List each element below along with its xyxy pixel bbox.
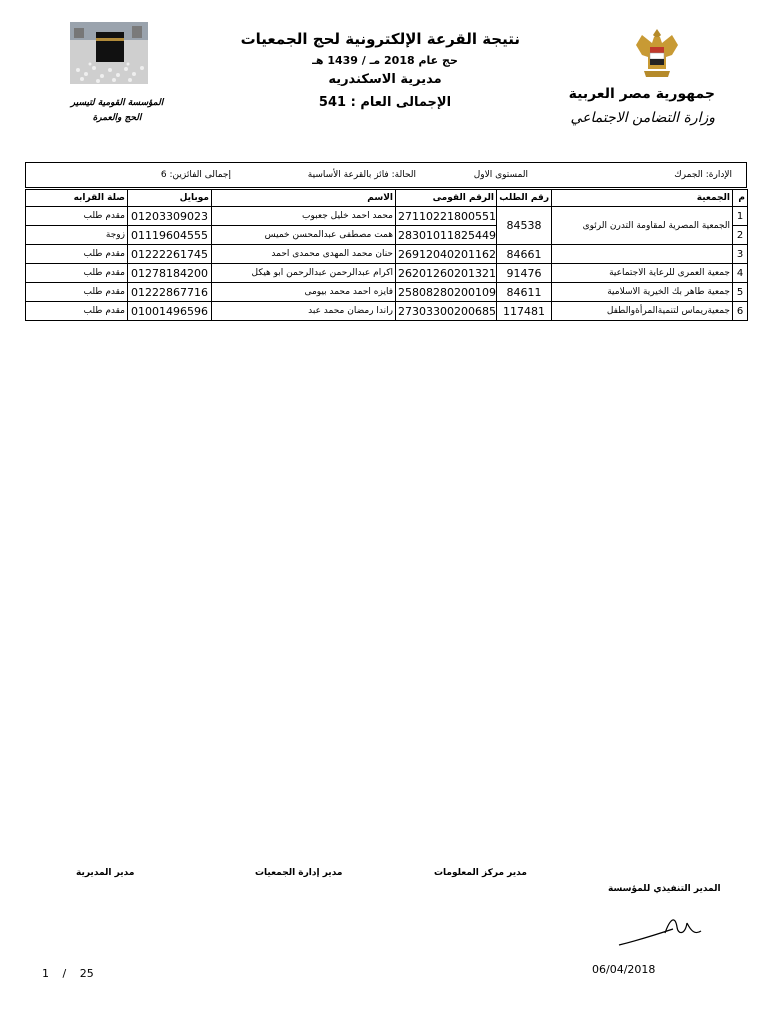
ministry-title: وزارة التضامن الاجتماعي: [570, 110, 715, 126]
page-separator: /: [62, 967, 67, 980]
cell-request-no: 84538: [497, 207, 552, 245]
cell-name: همت مصطفى عبدالمحسن خميس: [212, 226, 396, 245]
col-m: م: [733, 190, 748, 207]
sig-exec: المدير التنفيذي للمؤسسة: [608, 884, 721, 894]
table-row: [26, 207, 748, 226]
col-mobile: موبايل: [128, 190, 212, 207]
cell-national-id: 25808280200109: [396, 283, 497, 302]
cell-national-id: 26912040201162: [396, 245, 497, 264]
table-header-row: [26, 190, 748, 207]
cell-relation: مقدم طلب: [26, 302, 128, 321]
cell-mobile: 01119604555: [128, 226, 212, 245]
page-indicator: [42, 967, 94, 980]
sig-directorate: مدير المديرية: [76, 868, 135, 878]
cell-m: 4: [733, 264, 748, 283]
admin-label: الإدارة: الجمرك: [674, 170, 732, 180]
table-row: [26, 302, 748, 321]
cell-name: راندا رمضان محمد عبد: [212, 302, 396, 321]
cell-request-no: 117481: [497, 302, 552, 321]
cell-relation: مقدم طلب: [26, 264, 128, 283]
cell-m: 2: [733, 226, 748, 245]
cell-national-id: 26201260201321: [396, 264, 497, 283]
report-date: 06/04/2018: [592, 963, 656, 976]
col-relation: صلة القرابه: [26, 190, 128, 207]
cell-relation: زوجة: [26, 226, 128, 245]
level-label: المستوى الاول: [473, 170, 528, 180]
col-national-id: الرقم القومى: [396, 190, 497, 207]
cell-relation: مقدم طلب: [26, 245, 128, 264]
cell-association: [552, 245, 733, 264]
cell-m: 6: [733, 302, 748, 321]
status-label: الحالة: فائز بالقرعة الأساسية: [307, 170, 416, 180]
cell-mobile: 01222867716: [128, 283, 212, 302]
cell-name: فايزه احمد محمد بيومى: [212, 283, 396, 302]
cell-national-id: 28301011825449: [396, 226, 497, 245]
total-winners-label: إجمالى الفائزين: 6: [160, 170, 231, 180]
cell-relation: مقدم طلب: [26, 283, 128, 302]
cell-m: 5: [733, 283, 748, 302]
col-request-no: رقم الطلب: [497, 190, 552, 207]
republic-title: جمهورية مصر العربية: [568, 86, 715, 102]
table-row: [26, 264, 748, 283]
cell-association: الجمعية المصرية لمقاومة التدرن الرئوى: [552, 207, 733, 245]
table-row: [26, 283, 748, 302]
kaaba-image: [70, 22, 148, 84]
cell-association: جمعيةريماس لتنميةالمرأةوالطفل: [552, 302, 733, 321]
sig-associations: مدير إدارة الجمعيات: [255, 868, 343, 878]
results-table: [25, 189, 748, 321]
total-line: الإجمالى العام : 541: [318, 95, 452, 110]
table-row: [26, 245, 748, 264]
cell-national-id: 27303300200685: [396, 302, 497, 321]
cell-request-no: 91476: [497, 264, 552, 283]
foundation-caption: المؤسسة القومية لتيسير الحج والعمرة: [70, 98, 164, 123]
cell-mobile: 01278184200: [128, 264, 212, 283]
filter-bar: [25, 162, 747, 188]
col-association: الجمعية: [552, 190, 733, 207]
page-current: 1: [42, 967, 49, 980]
cell-name: حنان محمد المهدى محمدى احمد: [212, 245, 396, 264]
page-total: 25: [79, 967, 94, 980]
cell-name: محمد احمد خليل جعبوب: [212, 207, 396, 226]
cell-request-no: 84661: [497, 245, 552, 264]
cell-national-id: 27110221800551: [396, 207, 497, 226]
year-line: حج عام 2018 مـ / 1439 هـ: [312, 54, 458, 67]
directorate-name: مديرية الاسكندريه: [328, 72, 442, 87]
cell-association: جمعية العمرى للرعاية الاجتماعية: [552, 264, 733, 283]
eagle-emblem-icon: [632, 25, 682, 85]
report-title: نتيجة القرعة الإلكترونية لحج الجمعيات: [240, 30, 520, 48]
cell-mobile: 01203309023: [128, 207, 212, 226]
cell-relation: مقدم طلب: [26, 207, 128, 226]
signature-scribble-icon: [615, 905, 705, 950]
cell-m: 3: [733, 245, 748, 264]
cell-request-no: 84611: [497, 283, 552, 302]
sig-it: مدير مركز المعلومات: [434, 868, 527, 878]
cell-mobile: 01001496596: [128, 302, 212, 321]
cell-mobile: 01222261745: [128, 245, 212, 264]
cell-m: 1: [733, 207, 748, 226]
col-name: الاسم: [212, 190, 396, 207]
cell-association: جمعية طاهر بك الخيرية الاسلامية: [552, 283, 733, 302]
cell-name: اكرام عبدالرحمن عبدالرحمن ابو هيكل: [212, 264, 396, 283]
